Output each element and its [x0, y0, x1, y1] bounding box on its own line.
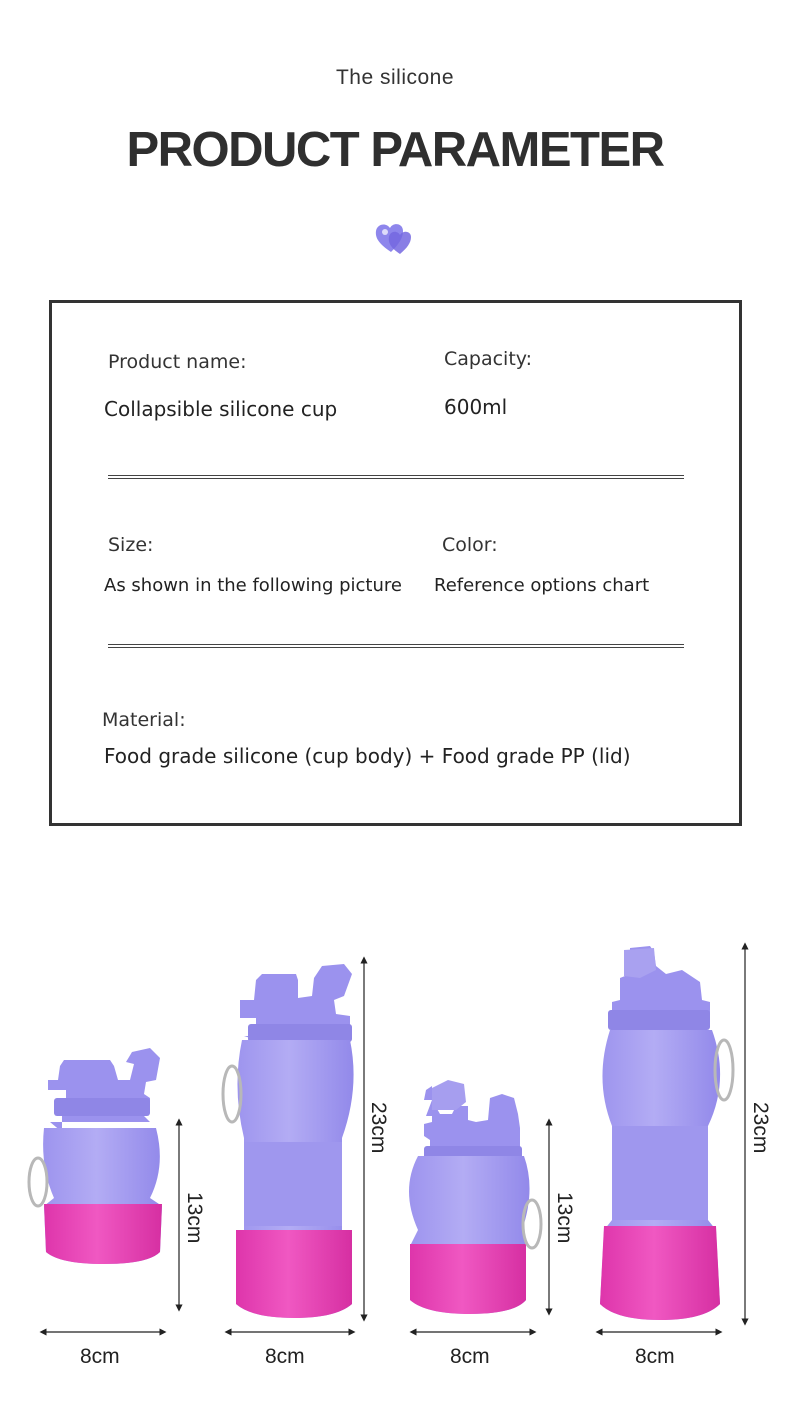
divider	[108, 644, 684, 648]
color-label: Color:	[442, 534, 498, 556]
bottle-small-3	[409, 1080, 541, 1314]
page-subtitle: The silicone	[335, 66, 455, 89]
bottle-tall-4	[600, 946, 733, 1320]
b1-width-label: 8cm	[80, 1345, 120, 1368]
material-label: Material:	[102, 709, 186, 731]
spec-box	[49, 300, 742, 826]
bottle-small-1	[29, 1048, 162, 1264]
size-label: Size:	[108, 534, 154, 556]
page-title: PRODUCT PARAMETER	[126, 123, 664, 177]
size-value: As shown in the following picture	[104, 575, 402, 596]
b3-width-label: 8cm	[450, 1345, 490, 1368]
product-name-label: Product name:	[108, 351, 247, 373]
color-value: Reference options chart	[434, 575, 650, 596]
b4-width-label: 8cm	[635, 1345, 675, 1368]
b2-width-label: 8cm	[265, 1345, 305, 1368]
capacity-value: 600ml	[444, 395, 508, 419]
bottle-size-illustration	[0, 930, 790, 1401]
capacity-label: Capacity:	[444, 348, 533, 370]
material-value: Food grade silicone (cup body) + Food grade PP (lid)	[104, 744, 631, 768]
bottle-tall-2	[223, 964, 354, 1318]
b4-height-label: 23cm	[749, 1102, 772, 1154]
b2-height-label: 23cm	[367, 1102, 390, 1154]
divider	[108, 475, 684, 479]
b1-height-label: 13cm	[183, 1192, 206, 1244]
product-name-value: Collapsible silicone cup	[104, 397, 338, 421]
b3-height-label: 13cm	[553, 1192, 576, 1244]
hearts-icon	[373, 218, 417, 258]
